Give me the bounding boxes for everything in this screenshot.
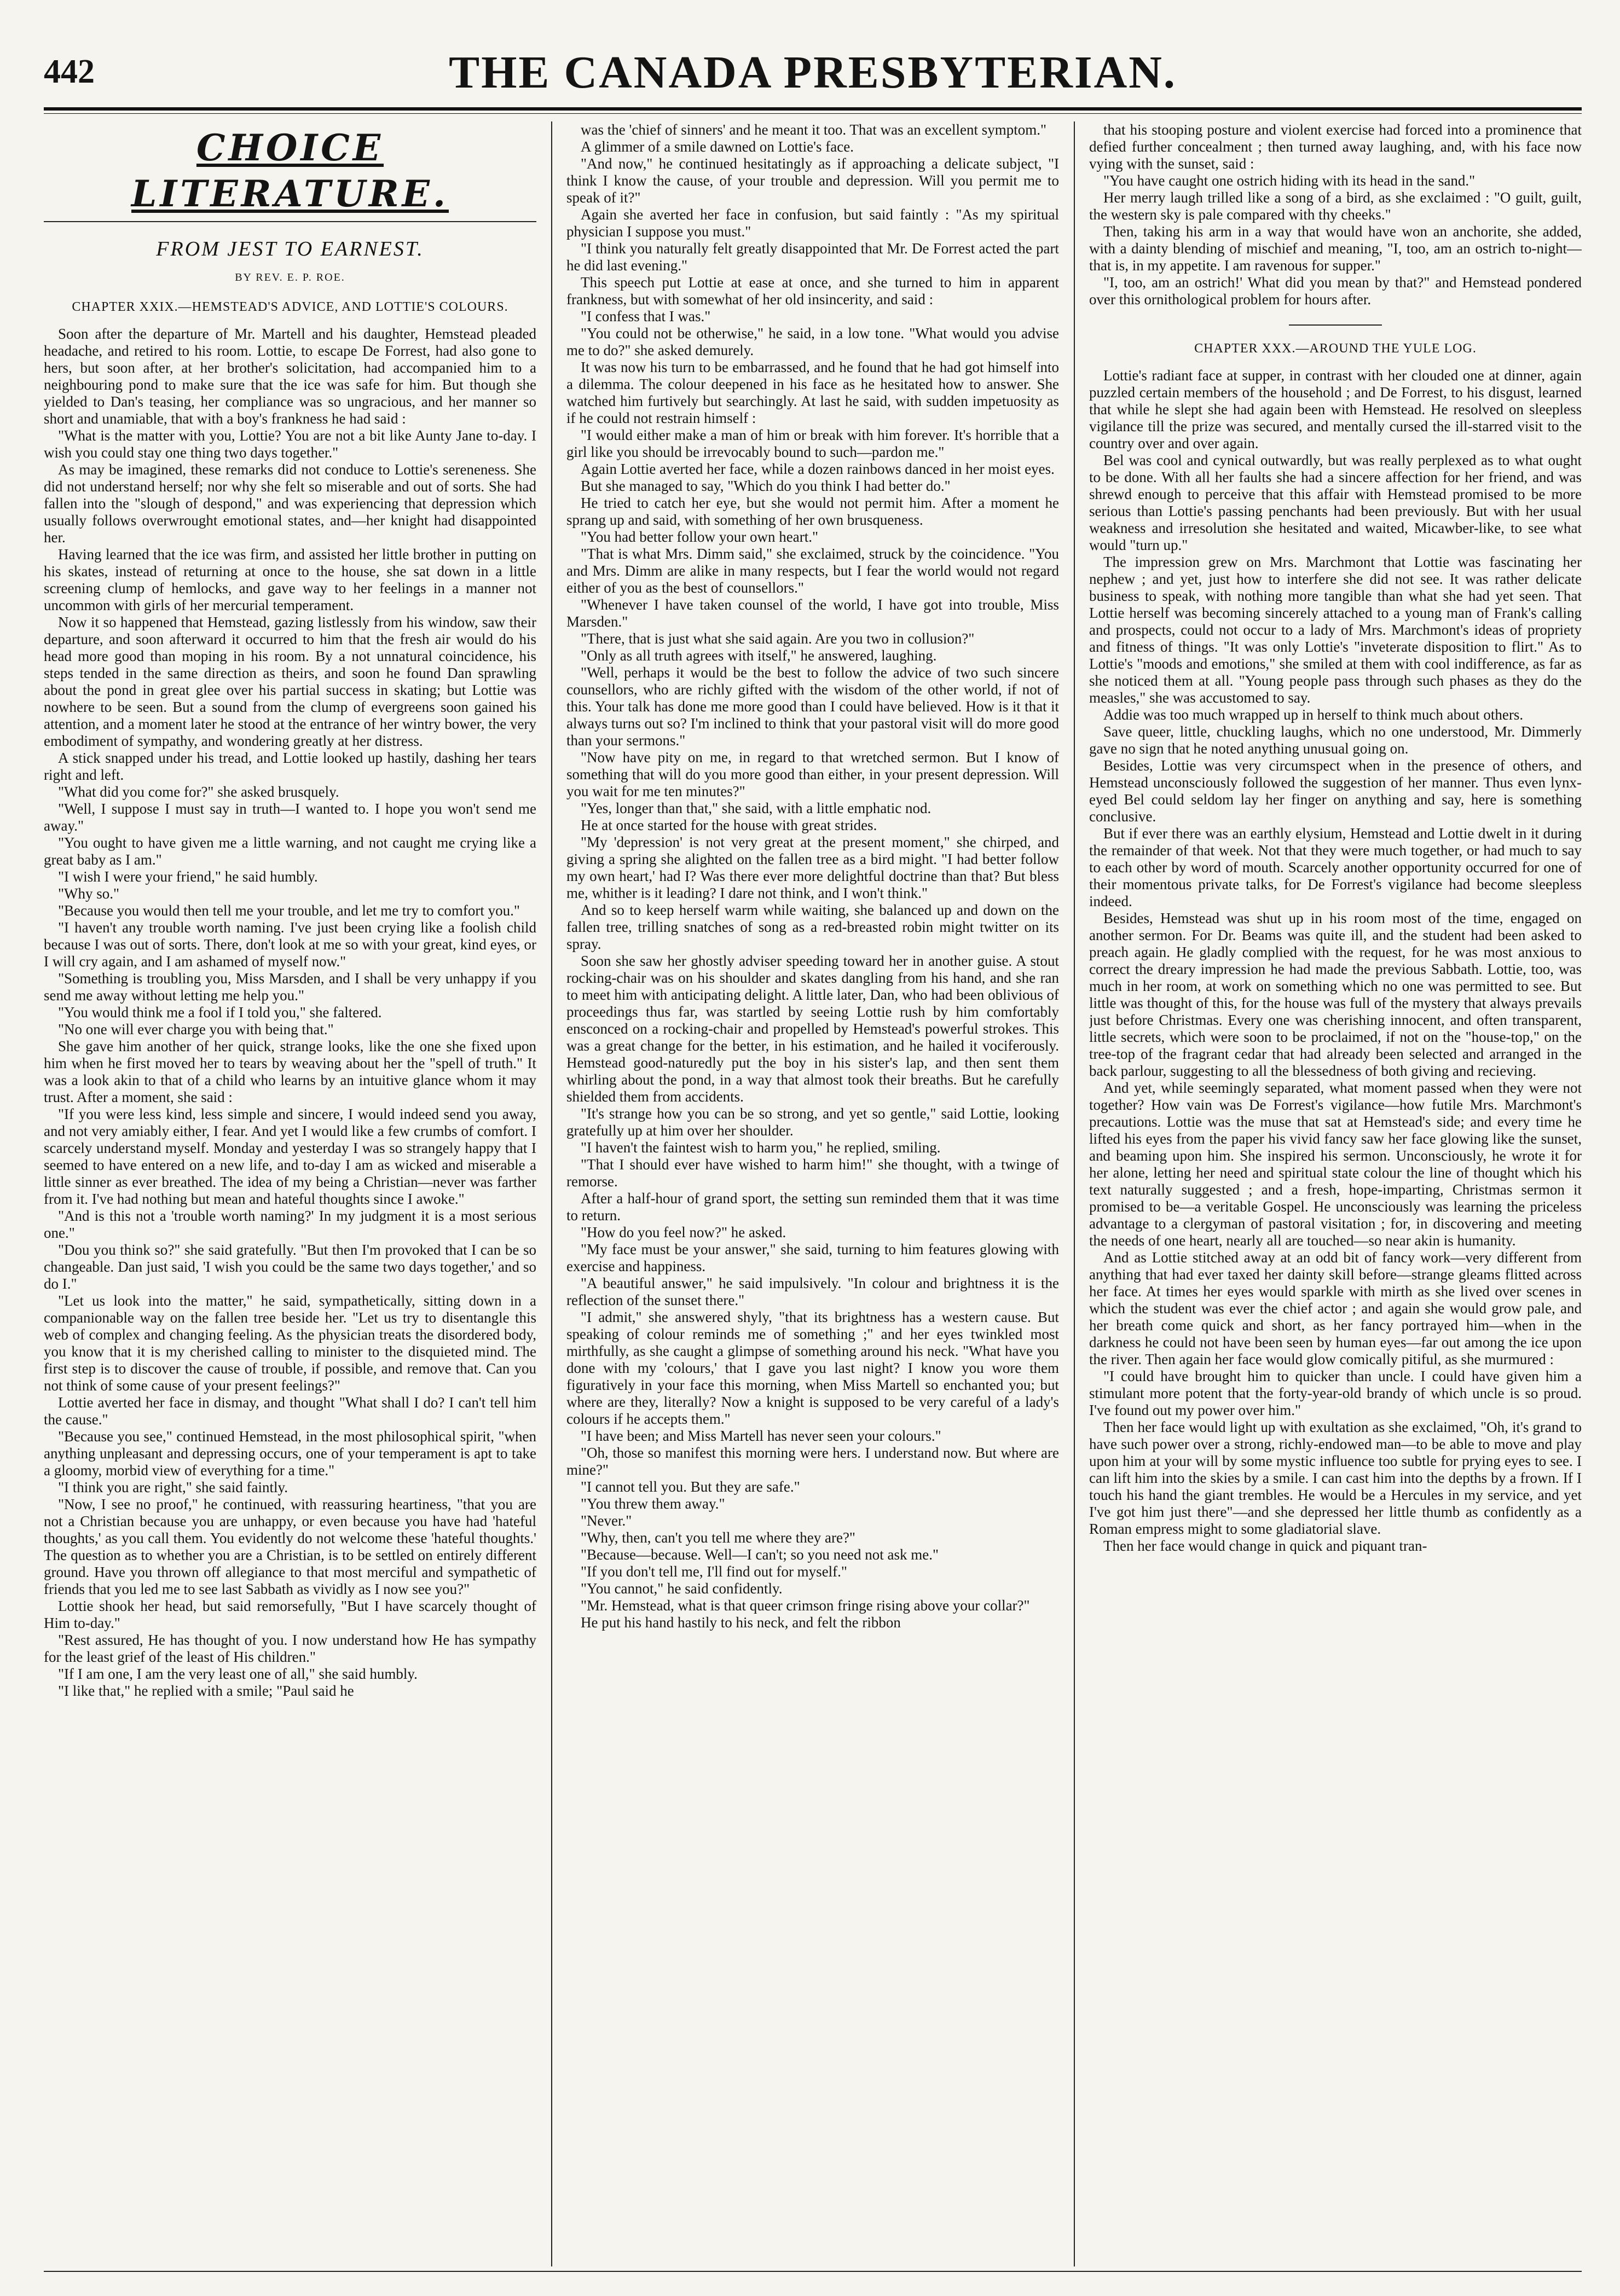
paragraph: Soon after the departure of Mr. Martell and his daughter, Hemstead pleaded headache, and retired to his room. Lottie, to escape De Forrest, had also gone to hers, but soon after, at her brother's solicitation, had accompanied him to a neighbouring pond to make sure that the ice was safe for him. But though she yielded to Dan's teasing, her compliance was so ungracious, and her manner so short and unamiable, that with a boy's frankness he had said : <box>44 326 536 427</box>
paragraph: "If I am one, I am the very least one of all," she said humbly. <box>58 1666 418 1682</box>
paragraph: A stick snapped under his tread, and Lottie looked up hastily, dashing her tears right and left. <box>44 750 536 783</box>
paragraph: "You threw them away." <box>581 1495 725 1512</box>
paragraph: "No one will ever charge you with being that." <box>58 1021 334 1037</box>
paragraph: "It's strange how you can be so strong, and yet so gentle," said Lottie, looking gratefully up at him over her shoulder. <box>566 1105 1059 1139</box>
paragraph: Besides, Lottie was very circumspect when in the presence of others, and Hemstead unconsciously followed the suggestion of her manner. Thus even lynx-eyed Bel could seldom lay her finger on anything and say, here is something conclusive. <box>1089 757 1582 825</box>
paragraph: But if ever there was an earthly elysium, Hemstead and Lottie dwelt in it during the remainder of that week. Not that they were much together, or had much to say to each other by word of mouth. Scarcely another opportunity occurred for one of their momentous private talks, for De Forrest's vigilance had become sleepless indeed. <box>1089 825 1582 909</box>
paragraph: But she managed to say, "Which do you think I had better do." <box>581 478 951 494</box>
page-number: 442 <box>44 53 95 90</box>
paragraph: Bel was cool and cynical outwardly, but was really perplexed as to what ought to be done. With all her faults she had a sincere affection for her friend, and was shrewd enough to perceive that this affair with Hemstead promised to be more serious than Lottie's passing penchants had been previously. But with her usual weakness and irresolution she hesitated and waited, Micawber-like, to see what would "turn up." <box>1089 452 1582 553</box>
paragraph: "Something is troubling you, Miss Marsden, and I shall be very unhappy if you send me away without letting me help you." <box>44 970 536 1004</box>
paragraph: He at once started for the house with great strides. <box>581 817 877 833</box>
page-header <box>44 43 1582 103</box>
paragraph: "I have been; and Miss Martell has never seen your colours." <box>581 1428 941 1444</box>
paragraph: "I haven't any trouble worth naming. I've just been crying like a foolish child because I was out of sorts. There, don't look at me so with your great, kind eyes, or I will cry again, and I am ashamed of myself now." <box>44 919 536 970</box>
paragraph: Then her face would change in quick and piquant tran- <box>1103 1538 1427 1554</box>
paragraph: And yet, while seemingly separated, what moment passed when they were not together? How vain was De Forrest's vigilance—how futile Mrs. Marchmont's precautions. Lottie was the muse that sat at Hemstead's side; and every time he lifted his eyes from the paper his vivid fancy saw her face glowing like the sunset, and beaming upon him. She inspired his sermon. Unconsciously, he wrote it for her alone, letting her need and spiritual state colour the line of thought which his text naturally suggested ; and a fresh, hope-imparting, Christmas sermon it promised to be—a veritable Gospel. He unconsciously was learning the priceless advantage to a clergyman of pastoral visitation ; for, in discovering and meeting the needs of one heart, nearly all are touched—so near akin is humanity. <box>1089 1080 1582 1249</box>
paragraph: Having learned that the ice was firm, and assisted her little brother in putting on his skates, instead of returning at once to the house, she sat down in a little screening clump of hemlocks, and gave way to her feelings in a manner not uncommon with girls of her mercurial temperament. <box>44 546 536 613</box>
paragraph: He put his hand hastily to his neck, and felt the ribbon <box>581 1614 901 1631</box>
paragraph: "I confess that I was." <box>581 308 711 324</box>
paragraph: "Because you see," continued Hemstead, in the most philosophical spirit, "when anything unpleasant and depressing occurs, one of your temperament is apt to take a gloomy, morbid view of everything for a time." <box>44 1428 536 1479</box>
paragraph: Soon she saw her ghostly adviser speeding toward her in another guise. A stout rocking-chair was on his shoulder and skates dangling from his hand, and she ran to meet him with anticipating delight. A little later, Dan, who had been oblivious of proceedings thus far, was startled by seeing Lottie rush by him comfortably ensconced on a rocking-chair and propelled by Hemstead's powerful strokes. This was a great change for the better, in his estimation, and he hailed it vociferously. Hemstead good-naturedly put the boy in his sister's lap, and then sent them whirling about the pond, in a way that almost took their breaths. But he carefully shielded them from accidents. <box>566 953 1059 1105</box>
paragraph: "There, that is just what she said again. Are you two in collusion?" <box>581 630 975 647</box>
paragraph: "I think you are right," she said faintly. <box>58 1479 288 1495</box>
header-rule <box>44 107 1582 114</box>
paragraph: "If you were less kind, less simple and sincere, I would indeed send you away, and not very amiably either, I fear. And yet I would like a few crumbs of comfort. I scarcely understand myself. Monday and yesterday I was so strangely happy that I seemed to have entered on a new life, and to-day I am as wicked and miserable a little sinner as ever breathed. The idea of my being a Christian—never was farther from it. I've had nothing but mean and hateful thoughts since I awoke." <box>44 1106 536 1207</box>
section-title: CHOICE LITERATURE. <box>131 126 449 215</box>
paragraph: He tried to catch her eye, but she would not permit him. After a moment he sprang up and said, with something of her own brusqueness. <box>566 495 1059 528</box>
paragraph: "Mr. Hemstead, what is that queer crimson fringe rising above your collar?" <box>581 1597 1030 1614</box>
paragraph: After a half-hour of grand sport, the setting sun reminded them that it was time to return. <box>566 1190 1059 1224</box>
paragraph: A glimmer of a smile dawned on Lottie's face. <box>581 138 854 155</box>
paragraph: Again she averted her face in confusion, but said faintly : "As my spiritual physician I suppose you must." <box>566 206 1059 240</box>
byline: BY REV. E. P. ROE. <box>235 271 345 283</box>
paragraph: "I haven't the faintest wish to harm you," he replied, smiling. <box>581 1139 941 1156</box>
paragraph: "My 'depression' is not very great at the present moment," she chirped, and giving a spring she alighted on the fallen tree as a bird might. "I had better follow my own heart,' had I? Was there ever more delightful doctrine than that? But bless me, whither is it leading? I dare not think, and I won't think." <box>566 834 1059 901</box>
paragraph: The impression grew on Mrs. Marchmont that Lottie was fascinating her nephew ; and yet, just how to interfere she did not see. It was rather delicate business to speak, with nothing more tangible than what she had yet seen. That Lottie herself was becoming sincerely attached to a young man of Frank's calling and prospects, could not occur to a lady of Mrs. Marchmont's ideas of propriety and fitness of things. "It was only Lottie's "inveterate disposition to flirt." As to Lottie's "moods and emotions," she smiled at them with cool indifference, as far as she noticed them at all. "Young people pass through such phases as they do the measles," she was accustomed to say. <box>1089 554 1582 706</box>
paragraph: Addie was too much wrapped up in herself to think much about others. <box>1103 706 1524 723</box>
bottom-rule <box>44 2271 1582 2272</box>
paragraph: "A beautiful answer," he said impulsively. "In colour and brightness it is the reflection of the sunset there." <box>566 1275 1059 1308</box>
paragraph: Lottie's radiant face at supper, in contrast with her clouded one at dinner, again puzzled certain members of the household ; and De Forrest, to his disgust, learned that while he slept she had again been with Hemstead. He resolved on sleepless vigilance till the prize was secured, and mentally cursed the ill-starred visit to the country over and over again. <box>1089 367 1582 451</box>
paragraph: that his stooping posture and violent exercise had forced into a prominence that defied further concealment ; then turned away laughing, and, with his face now vying with the sunset, said : <box>1089 121 1582 172</box>
paragraph: "I think you naturally felt greatly disappointed that Mr. De Forrest acted the part he did last evening." <box>566 240 1059 274</box>
column-1-body <box>44 326 536 1700</box>
paragraph: And so to keep herself warm while waiting, she balanced up and down on the fallen tree, trilling snatches of song as a red-breasted robin might twitter on its spray. <box>566 902 1059 952</box>
paragraph: "That I should ever have wished to harm him!" she thought, with a twinge of remorse. <box>566 1156 1059 1190</box>
paragraph: "What is the matter with you, Lottie? You are not a bit like Aunty Jane to-day. I wish you could stay one thing two days together." <box>44 427 536 461</box>
paragraph: Again Lottie averted her face, while a dozen rainbows danced in her moist eyes. <box>581 461 1055 477</box>
paragraph: Then her face would light up with exultation as she exclaimed, "Oh, it's grand to have such power over a strong, richly-endowed man—to be able to move and play upon him at your will by some mystic influence too subtle for prying eyes to see. I can lift him into the skies by a smile. I can cast him into the depths by a frown. If I touch his hand the giant trembles. He would be a Hercules in my service, and yet I've got him just there"—and she depressed her little thumb as confidently as a Roman empress might to some gladiatorial slave. <box>1089 1419 1582 1537</box>
paragraph: This speech put Lottie at ease at once, and she turned to him in apparent frankness, but with somewhat of her old insincerity, and said : <box>566 274 1059 308</box>
paragraph: Lottie averted her face in dismay, and thought "What shall I do? I can't tell him the cause." <box>44 1394 536 1428</box>
paragraph: "You ought to have given me a little warning, and not caught me crying like a great baby as I am." <box>44 834 536 868</box>
column-3 <box>1089 121 1582 2266</box>
chapter-heading-29: CHAPTER XXIX.—HEMSTEAD'S ADVICE, AND LOTTIE'S COLOURS. <box>72 300 508 314</box>
paragraph: "Why so." <box>58 885 120 902</box>
chapter-separator-rule <box>1289 324 1382 326</box>
paragraph: "I would either make a man of him or break with him forever. It's horrible that a girl like you should be irrevocably bound to such—pardon me." <box>566 427 1059 460</box>
paragraph: "My face must be your answer," she said, turning to him features glowing with exercise and happiness. <box>566 1241 1059 1274</box>
paragraph: "Well, I suppose I must say in truth—I wanted to. I hope you won't send me away." <box>44 801 536 834</box>
paragraph: "Whenever I have taken counsel of the world, I have got into trouble, Miss Marsden." <box>566 596 1059 630</box>
paragraph: "I cannot tell you. But they are safe." <box>581 1479 800 1495</box>
paragraph: "Dou you think so?" she said gratefully. "But then I'm provoked that I can be so changeable. Dan just said, 'I wish you could be the same two days together,' and so do I." <box>44 1242 536 1292</box>
paragraph: "Because—because. Well—I can't; so you need not ask me." <box>581 1546 939 1563</box>
paragraph: "Because you would then tell me your trouble, and let me try to comfort you." <box>58 902 520 919</box>
paragraph: "How do you feel now?" he asked. <box>581 1224 786 1240</box>
column-2 <box>566 121 1059 2266</box>
section-title-rule <box>44 221 536 222</box>
masthead: THE CANADA PRESBYTERIAN. <box>449 47 1177 98</box>
paragraph: "Why, then, can't you tell me where they are?" <box>581 1529 855 1546</box>
column-3-body-a <box>1089 121 1582 308</box>
paragraph: "What did you come for?" she asked brusquely. <box>58 784 339 800</box>
paragraph: Save queer, little, chuckling laughs, which no one understood, Mr. Dimmerly gave no sign that he noted anything unusual going on. <box>1089 723 1582 757</box>
paragraph: Besides, Hemstead was shut up in his room most of the time, engaged on another sermon. For Dr. Beams was quite ill, and the student had been asked to preach again. He gladly complied with the request, for he was most anxious to correct the dreary impression he had made the previous Sabbath. Lottie, too, was much in her room, at work on something which no one was permitted to see. But little was thought of this, for the house was full of the mystery that always prevails just before Christmas. Every one was cherishing innocent, and often transparent, little secrets, which were soon to be proclaimed, if not on the "house-top," on the tree-top of the fragrant cedar that had already been selected and arranged in the back parlour, suggesting to all the blessedness of both giving and recieving. <box>1089 910 1582 1079</box>
paragraph: "Only as all truth agrees with itself," he answered, laughing. <box>581 647 937 664</box>
paragraph: "I, too, am an ostrich!' What did you mean by that?" and Hemstead pondered over this ornithological problem for hours after. <box>1089 274 1582 308</box>
paragraph: "I like that," he replied with a smile; "Paul said he <box>58 1683 354 1699</box>
column-divider <box>1074 121 1075 2266</box>
paragraph: "You could not be otherwise," he said, in a low tone. "What would you advise me to do?" she asked demurely. <box>566 325 1059 358</box>
paragraph: "I admit," she answered shyly, "that its brightness has a western cause. But speaking of colour reminds me of something ;" and her eyes twinkled most mirthfully, as she caught a glimpse of something around his neck. "What have you done with my 'colours,' that I gave you last night? I know you wore them figuratively in your face this morning, when Miss Martell so enchanted you; but where are they, literally? Now a knight is supposed to be very careful of a lady's colours if he accepts them." <box>566 1309 1059 1427</box>
article-columns <box>44 121 1582 2266</box>
paragraph: Her merry laugh trilled like a song of a bird, as she exclaimed : "O guilt, guilt, the western sky is pale compared with thy cheeks." <box>1089 189 1582 223</box>
paragraph: It was now his turn to be embarrassed, and he found that he had got himself into a dilemma. The colour deepened in his face as he hesitated how to answer. She watched him furtively but searchingly. At last he said, with sudden impetuosity as if he could not restrain himself : <box>566 359 1059 426</box>
paragraph: Then, taking his arm in a way that would have won an anchorite, she added, with a dainty blending of mischief and meaning, "I, too, am an ostrich to-night—that is, in my appetite. I am ravenous for supper." <box>1089 223 1582 274</box>
paragraph: "I could have brought him to quicker than uncle. I could have given him a stimulant more potent that the forty-year-old brandy of which uncle is so proud. I've found out my power over him." <box>1089 1368 1582 1418</box>
paragraph: "And is this not a 'trouble worth naming?' In my judgment it is a most serious one." <box>44 1208 536 1241</box>
paragraph: "You had better follow your own heart." <box>581 529 818 545</box>
paragraph: "Rest assured, He has thought of you. I now understand how He has sympathy for the least grief of the least of His children." <box>44 1632 536 1665</box>
paragraph: And as Lottie stitched away at an odd bit of fancy work—very different from anything that had ever taxed her dainty skill before—strange gleams flitted across her face. At times her eyes would sparkle with mirth as she lived over scenes in which the student was ever the chief actor ; and again she would grow pale, and her breath come quick and short, as her fancy portrayed him—when in the darkness he could not have been seen by human eyes—far out among the ice upon the river. Then again her face would glow comically pitiful, as she murmured : <box>1089 1249 1582 1367</box>
column-3-body-b <box>1089 367 1582 1555</box>
paragraph: "And now," he continued hesitatingly as if approaching a delicate subject, "I think I know the cause, of your trouble and depression. Will you permit me to speak of it?" <box>566 155 1059 206</box>
paragraph: "You cannot," he said confidently. <box>581 1580 783 1597</box>
paragraph: Now it so happened that Hemstead, gazing listlessly from his window, saw their departure, and soon afterward it occurred to him that the fresh air would do his head more good than moping in his room. By a not unnatural coincidence, his steps tended in the same direction as theirs, and soon he found Dan sprawling about the pond in great glee over his partial success in skating; but Lottie was nowhere to be seen. But a sound from the clump of evergreens soon gained his attention, and a moment later he stood at the entrance of her wintry bower, the very embodiment of sympathy, and wondering greatly at her distress. <box>44 614 536 749</box>
chapter-heading-30: CHAPTER XXX.—AROUND THE YULE LOG. <box>1194 341 1477 356</box>
paragraph: She gave him another of her quick, strange looks, like the one she fixed upon him when he first moved her to tears by weaving about her the "spell of truth." It was a look akin to that of a child who learns by an intuitive glance whom it may trust. After a moment, she said : <box>44 1038 536 1105</box>
story-title: FROM JEST TO EARNEST. <box>156 237 424 260</box>
paragraph: As may be imagined, these remarks did not conduce to Lottie's sereneness. She did not understand herself; nor why she felt so miserable and out of sorts. She had fallen into the "slough of despond," and was experiencing that depression which usually follows overwrought emotional states, and—her knight had disappointed her. <box>44 461 536 546</box>
paragraph: "You would think me a fool if I told you," she faltered. <box>58 1004 382 1021</box>
column-divider <box>551 121 552 2266</box>
paragraph: "Yes, longer than that," she said, with a little emphatic nod. <box>581 800 931 816</box>
paragraph: "If you don't tell me, I'll find out for myself." <box>581 1563 847 1580</box>
paragraph: Lottie shook her head, but said remorsefully, "But I have scarcely thought of Him to-day." <box>44 1598 536 1631</box>
paragraph: "Now have pity on me, in regard to that wretched sermon. But I know of something that will do you more good than either, in your present depression. Will you wait for me ten minutes?" <box>566 749 1059 799</box>
paragraph: "Oh, those so manifest this morning were hers. I understand now. But where are mine?" <box>566 1445 1059 1478</box>
paragraph: "You have caught one ostrich hiding with its head in the sand." <box>1103 172 1476 189</box>
column-1 <box>44 121 536 2266</box>
paragraph: "Now, I see no proof," he continued, with reassuring heartiness, "that you are not a Christian because you are unhappy, or even because you have had 'hateful thoughts,' as you call them. You evidently do not welcome these 'hateful thoughts.' The question as to whether you are a Christian, is to be settled on entirely different ground. Have you thrown off allegiance to that most merciful and sympathetic of friends that you led me to see last Sabbath as vividly as I now see you?" <box>44 1496 536 1597</box>
paragraph: "Let us look into the matter," he said, sympathetically, sitting down in a companionable way on the fallen tree beside her. "Let us try to disentangle this web of complex and changing feeling. As the physician treats the disordered body, you know that it is my cherished calling to minister to the disquieted mind. The first step is to discover the cause of trouble, if possible, and remove that. Can you not think of some cause of your present feelings?" <box>44 1292 536 1394</box>
paragraph: "Never." <box>581 1512 632 1529</box>
paragraph: "That is what Mrs. Dimm said," she exclaimed, struck by the coincidence. "You and Mrs. Dimm are alike in many respects, but I fear the world would not regard either of you as the best of counsellors." <box>566 546 1059 596</box>
paragraph: "I wish I were your friend," he said humbly. <box>58 868 318 885</box>
paragraph: "Well, perhaps it would be the best to follow the advice of two such sincere counsellors, who are richly gifted with the wisdom of the other world, if not of this. Your talk has done me more good than I could have believed. How is it that it always turns out so? I'm inclined to think that your pastoral visit will do more good than your sermons." <box>566 664 1059 749</box>
column-2-body <box>566 121 1059 1631</box>
paragraph: was the 'chief of sinners' and he meant it too. That was an excellent symptom." <box>581 121 1047 138</box>
